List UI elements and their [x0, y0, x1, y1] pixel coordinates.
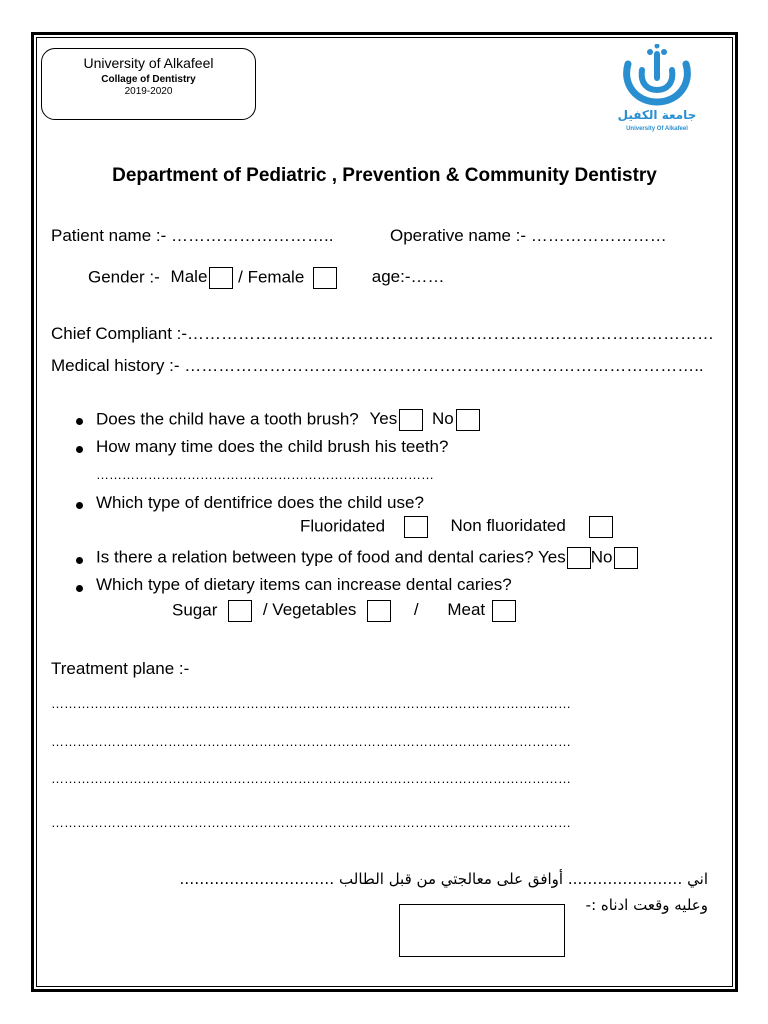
- question-dietary-items: Which type of dietary items can increase dental caries?: [96, 575, 512, 594]
- gender-row: [88, 267, 445, 289]
- academic-year: 2019-2020: [124, 86, 173, 97]
- female-checkbox[interactable]: [313, 267, 337, 289]
- operative-name-field: Operative name :- ……………………: [390, 226, 667, 245]
- question-food-caries: [96, 547, 638, 569]
- signature-box[interactable]: [399, 904, 565, 957]
- age-field: age:-……: [371, 267, 445, 287]
- question-food-caries-text: Is there a relation between type of food and dental caries? Yes: [96, 547, 566, 567]
- brush-frequency-answer-line: ……………………………………………………………………: [96, 467, 434, 482]
- question-brush-frequency: How many time does the child brush his teeth?: [96, 437, 449, 456]
- non-fluoridated-label: Non fluoridated: [450, 516, 566, 536]
- sugar-label: Sugar: [172, 600, 218, 620]
- fluoridated-checkbox[interactable]: [404, 516, 428, 538]
- question-toothbrush-text: Does the child have a tooth brush?: [96, 409, 359, 429]
- bullet-icon: [76, 557, 83, 564]
- logo-arabic-text: جامعة الكفيل: [617, 108, 697, 122]
- dietary-options: [172, 600, 516, 622]
- treatment-line: …………………………………………………………………………………………………………: [51, 696, 571, 711]
- food-caries-yes-checkbox[interactable]: [567, 547, 591, 569]
- fluoridated-label: Fluoridated: [300, 516, 386, 536]
- food-caries-no-checkbox[interactable]: [614, 547, 638, 569]
- no-label: No: [431, 409, 454, 429]
- bullet-icon: [76, 502, 83, 509]
- female-label: / Female: [238, 267, 305, 287]
- college-name: Collage of Dentistry: [101, 74, 196, 85]
- university-header-box: [41, 48, 256, 120]
- dentifrice-options: [300, 516, 613, 538]
- logo-english-text: University Of Alkafeel: [626, 126, 688, 132]
- bullet-icon: [76, 585, 83, 592]
- question-toothbrush: [96, 409, 480, 431]
- treatment-line: …………………………………………………………………………………………………………: [51, 734, 571, 749]
- university-name: University of Alkafeel: [83, 55, 214, 71]
- patient-name-field: Patient name :- ………………………..: [51, 226, 334, 245]
- chief-complaint-field: Chief Compliant :-…………………………………………………………………………………: [51, 324, 715, 343]
- consent-statement: اني ………………….. أوافق على معالجتي من قبل الطالب ………………………….: [179, 870, 708, 888]
- meat-label: Meat: [447, 600, 486, 620]
- gender-label: Gender :-: [88, 267, 160, 287]
- university-logo-icon: [614, 44, 700, 108]
- medical-history-field: Medical history :- ………………………………………………………………………………..: [51, 356, 704, 375]
- non-fluoridated-checkbox[interactable]: [589, 516, 613, 538]
- male-checkbox[interactable]: [209, 267, 233, 289]
- treatment-line: …………………………………………………………………………………………………………: [51, 771, 571, 786]
- vegetables-label: / Vegetables: [262, 600, 357, 620]
- separator: /: [413, 600, 419, 620]
- question-dentifrice: Which type of dentifrice does the child use?: [96, 493, 424, 512]
- toothbrush-yes-checkbox[interactable]: [399, 409, 423, 431]
- bullet-icon: [76, 446, 83, 453]
- department-title: Department of Pediatric , Prevention & Community Dentistry: [112, 165, 657, 186]
- yes-label: Yes: [369, 409, 398, 429]
- meat-checkbox[interactable]: [492, 600, 516, 622]
- bullet-icon: [76, 418, 83, 425]
- male-label: Male: [170, 267, 208, 287]
- treatment-line: …………………………………………………………………………………………………………: [51, 815, 571, 830]
- toothbrush-no-checkbox[interactable]: [456, 409, 480, 431]
- treatment-plan-label: Treatment plane :-: [51, 659, 190, 678]
- sugar-checkbox[interactable]: [228, 600, 252, 622]
- no-label: No: [590, 547, 613, 567]
- university-logo: [614, 44, 700, 144]
- signature-label: وعليه وقعت ادناه :-: [585, 896, 708, 914]
- vegetables-checkbox[interactable]: [367, 600, 391, 622]
